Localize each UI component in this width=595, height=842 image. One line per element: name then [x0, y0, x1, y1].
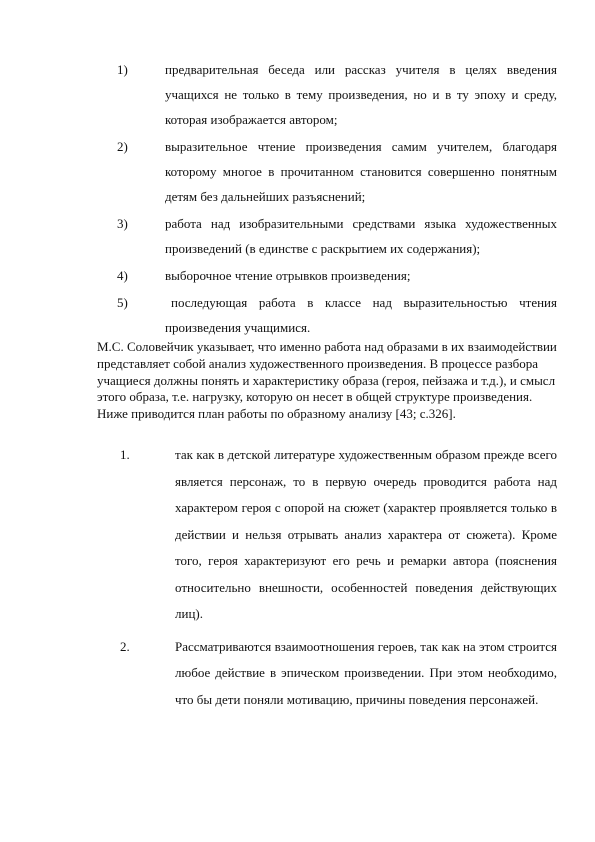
list-item-text: выразительное чтение произведения самим учителем, благодаря которому многое в прочитанном становится совершенно понятным детям без дальнейших разъяснений; — [165, 139, 557, 204]
list-item-text: предварительная беседа или рассказ учителя в целях введения учащихся не только в тему произведения, но и в ту эпоху и среду, которая изображается автором; — [165, 62, 557, 127]
list-item — [117, 211, 557, 261]
analysis-plan-list — [120, 442, 557, 719]
list-item-number: 2. — [120, 638, 130, 654]
list-item-text: работа над изобразительными средствами языка художественных произведений (в единстве с раскрытием их содержания); — [165, 216, 557, 256]
list-item — [117, 290, 557, 340]
list-item-number: 1) — [117, 62, 128, 77]
list-item-text: последующая работа в классе над выразительностью чтения произведения учащимися. — [165, 295, 557, 335]
list-item — [120, 634, 557, 714]
list-item-number: 1. — [120, 447, 130, 462]
list-item-number: 2) — [117, 139, 128, 154]
methods-list — [117, 57, 557, 342]
list-item-text: выборочное чтение отрывков произведения; — [165, 268, 411, 283]
list-item — [117, 57, 557, 132]
list-item-number: 5) — [117, 295, 128, 310]
list-item-number: 4) — [117, 268, 128, 283]
list-item-number: 3) — [117, 216, 128, 231]
list-item-text: так как в детской литературе художественным образом прежде всего является персонаж, то в первую очередь проводится работа над характером героя с опорой на сюжет (характер проявляется только в действии и нельзя отрывать анализ характера от сюжета). Кроме того, героя характеризуют его речь и ремарки автора (пояснения относительно внешности, особенностей поведения действующих лиц). — [175, 447, 557, 621]
body-paragraph: М.С. Соловейчик указывает, что именно работа над образами в их взаимодействии представляет собой анализ художественного произведения. В процессе разбора учащиеся должны понять и характеристику образа (героя, пейзажа и т.д.), и смысл этого образа, т.е. нагрузку, которую он несет в общей структуре произведения. Ниже приводится план работы по образному анализу [43; с.326]. — [97, 339, 557, 422]
list-item — [120, 442, 557, 628]
list-item-text: Рассматриваются взаимоотношения героев, так как на этом строится любое действие в эпическом произведении. При этом необходимо, что бы дети поняли мотивацию, причины поведения персонажей. — [175, 638, 557, 707]
list-item — [117, 263, 557, 288]
list-item — [117, 134, 557, 209]
